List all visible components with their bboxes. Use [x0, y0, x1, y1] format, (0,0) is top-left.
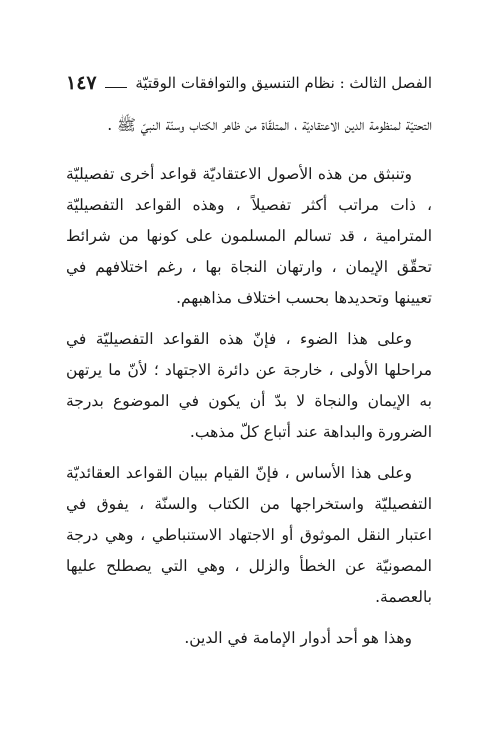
paragraph: وعلى هذا الأساس ، فإنّ القيام ببيان القواعد العقائديّة التفصيليّة واستخراجها من الكتاب والسنّة ، يفوق في اعتبار النقل الموثوق أو الاجتهاد الاستنباطي ، وهي درجة المصونيّة عن الخطأ والزلل ، وهي التي يصطلح عليها بالعصمة.: [66, 464, 432, 606]
paragraph-continuation: التحتيّة لمنظومة الدين الاعتقاديّة ، المتلقّاة من ظاهر الكتاب وسنّة النبيّ ﷺ .: [107, 116, 432, 134]
paragraph: وتنبثق من هذه الأصول الاعتقاديّة قواعد أخرى تفصيليّة ، ذات مراتب أكثر تفصيلاً ، وهذه القواعد التفصيليّة المترامية ، قد تسالم المسلمون على كونها من شرائط تحقّق الإيمان ، وارتهان النجاة بها ، رغم اختلافهم في تعيينها وتحديدها بحسب اختلاف مذاهبهم.: [66, 165, 432, 307]
chapter-title: الفصل الثالث : نظام التنسيق والتوافقات الوقتيّة: [135, 74, 432, 92]
paragraph-closing: وهذا هو أحد أدوار الإمامة في الدين.: [184, 629, 412, 647]
body-text: [66, 110, 432, 664]
page-number: ١٤٧: [66, 72, 97, 94]
paragraph: وعلى هذا الضوء ، فإنّ هذه القواعد التفصيليّة في مراحلها الأولى ، خارجة عن دائرة الاجتهاد ؛ لأنّ ما يرتهن به الإيمان والنجاة لا بدّ أن يكون في الموضوع بدرجة الضرورة والبداهة عند أتباع كلّ مذهب.: [66, 330, 432, 441]
header-rule: [105, 87, 128, 88]
running-header: [66, 70, 432, 96]
